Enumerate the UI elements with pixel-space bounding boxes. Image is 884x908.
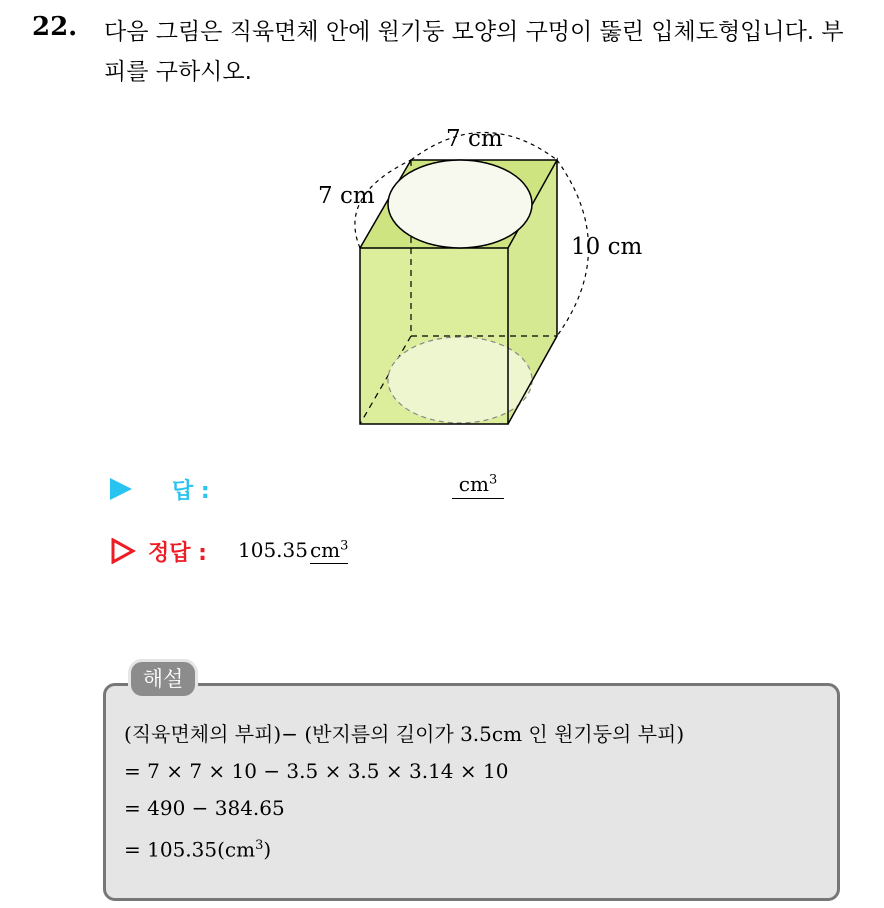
answer-unit: cm: [458, 472, 489, 496]
label-top-width: 7 cm: [446, 126, 503, 152]
question-number: 22.: [32, 12, 78, 42]
correct-answer-unit-exponent: 3: [340, 538, 349, 554]
answer-label: 답 :: [172, 479, 210, 504]
answer-marker-icon: [110, 478, 132, 500]
label-left-depth: 7 cm: [318, 183, 375, 209]
cuboid-with-cylinder-hole-figure: [300, 115, 660, 445]
correct-answer-row: [110, 532, 530, 572]
correct-answer-value-group: [238, 538, 348, 564]
explanation-line-4: [124, 827, 834, 869]
correct-answer-unit-group: [310, 538, 348, 564]
question-text: 다음 그림은 직육면체 안에 원기둥 모양의 구멍이 뚫린 입체도형입니다. 부피를 구하시오.: [104, 19, 844, 85]
answer-row: [110, 470, 530, 510]
explanation-tab: 해설: [128, 659, 198, 699]
cylinder-top-ellipse: [388, 160, 532, 248]
explanation-line-4-main: = 105.35(cm: [124, 837, 256, 862]
explanation-line-4-exponent: 3: [255, 838, 264, 853]
explanation-line-1: (직육면체의 부피)− (반지름의 길이가 3.5cm 인 원기둥의 부피): [124, 722, 685, 746]
correct-answer-label: 정답 :: [148, 541, 207, 566]
explanation-body: [124, 716, 834, 869]
explanation-line-4-close: ): [263, 837, 272, 862]
explanation-line-3: = 490 − 384.65: [124, 796, 285, 820]
correct-answer-unit: cm: [309, 538, 341, 562]
explanation-line-2: = 7 × 7 × 10 − 3.5 × 3.5 × 3.14 × 10: [124, 759, 509, 783]
correct-answer-value: 105.35: [238, 538, 308, 562]
correct-marker-icon: [110, 538, 136, 564]
cylinder-bottom-ellipse: [388, 337, 532, 423]
answer-unit-exponent: 3: [488, 472, 498, 488]
label-right-height: 10 cm: [571, 234, 643, 260]
answer-blank[interactable]: [452, 472, 504, 499]
